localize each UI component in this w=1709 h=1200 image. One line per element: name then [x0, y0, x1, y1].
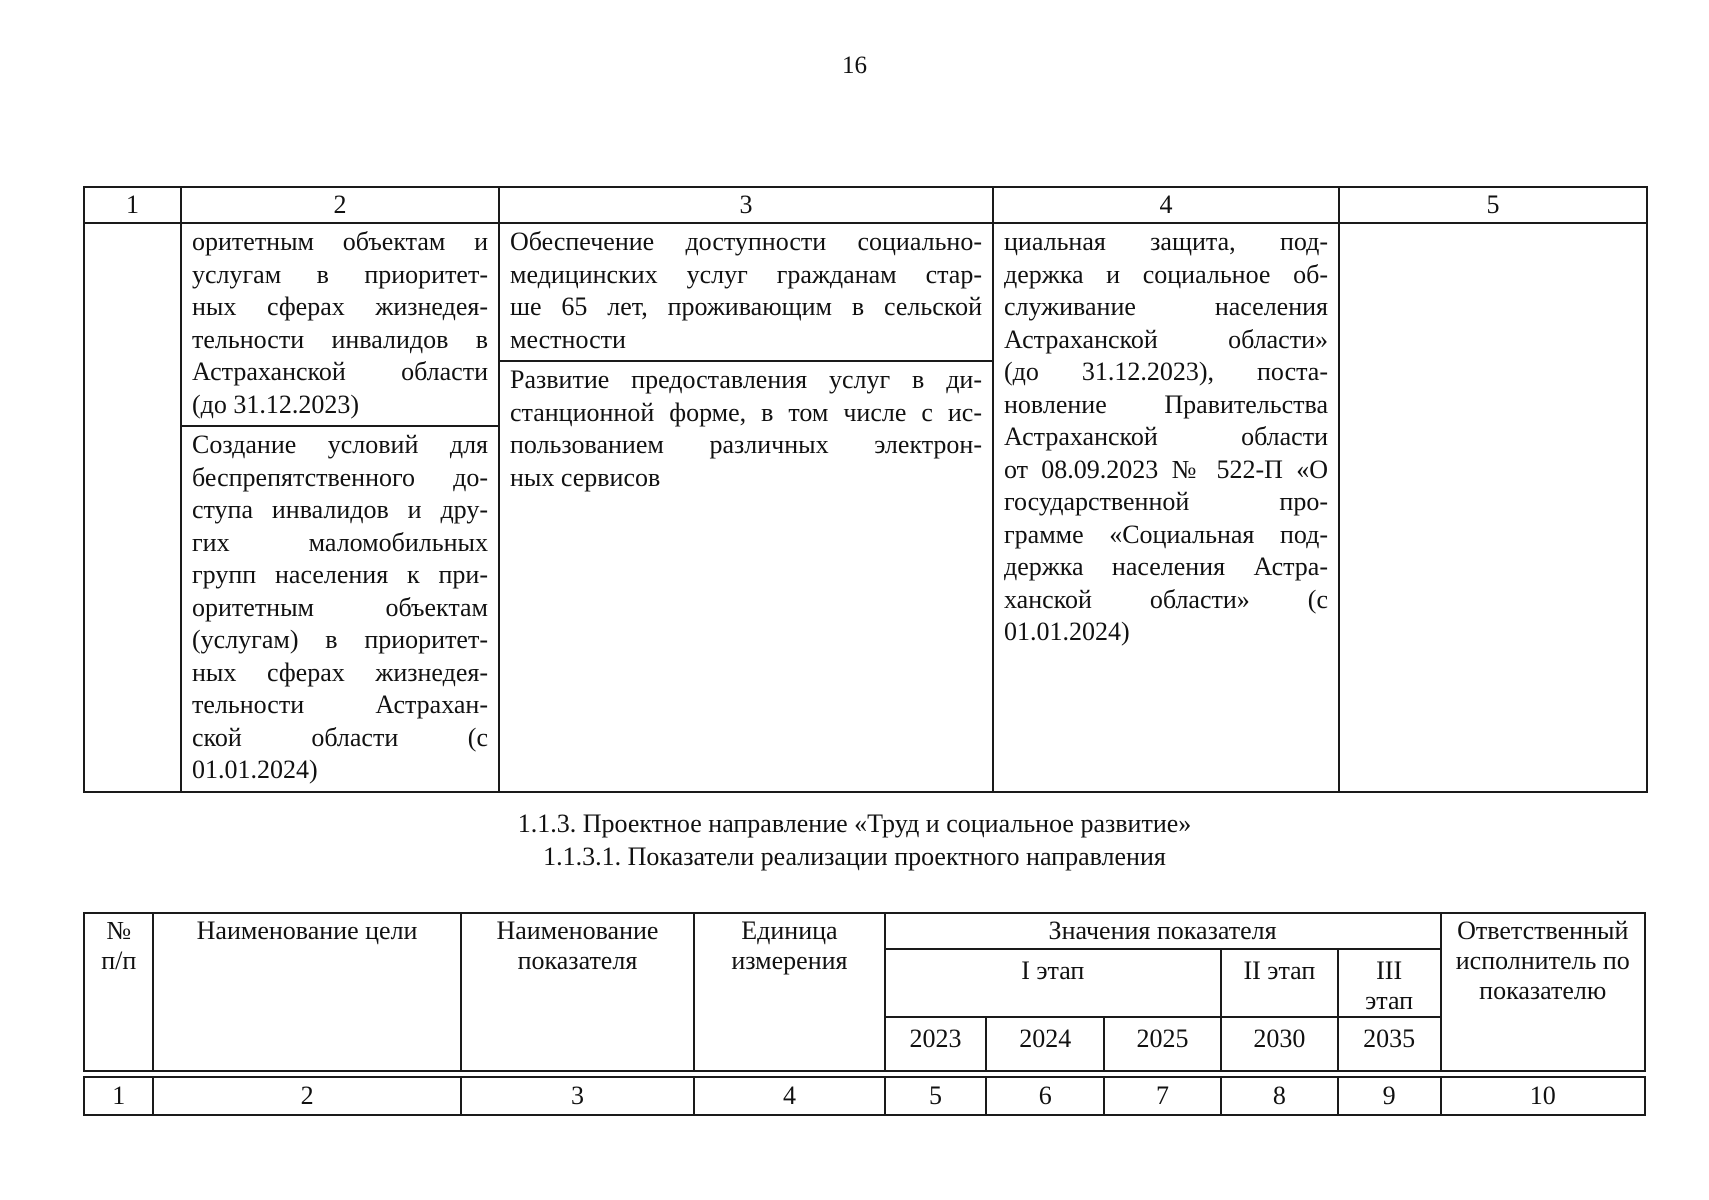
col-number: 7 [1104, 1077, 1221, 1115]
text-line: (до 31.12.2023) [192, 389, 360, 419]
col-header-4: 4 [993, 187, 1339, 223]
col-header-1: 1 [84, 187, 181, 223]
text-line: (услугам) в приоритет- [192, 625, 488, 654]
text-line: Астраханской области [1004, 422, 1328, 451]
column-number-row [84, 1077, 1645, 1115]
col-responsible-header [1441, 913, 1646, 1071]
stage-3-label: III этап [1365, 956, 1414, 1015]
col-number: 6 [986, 1077, 1104, 1115]
text-line: ханской области» (с [1004, 584, 1328, 614]
text-line: п/п [101, 946, 137, 975]
col3-bottom-text [500, 362, 992, 498]
year-2035: 2035 [1338, 1017, 1441, 1071]
header-row [84, 187, 1647, 223]
text-line: ше 65 лет, проживающим в сельской [510, 292, 982, 321]
text-line: 01.01.2024) [192, 755, 318, 784]
col-number: 1 [84, 1077, 153, 1115]
col-indicator-header [461, 913, 695, 1071]
text-line: (до 31.12.2023), поста- [1004, 357, 1328, 386]
text-line: ской области (с [192, 722, 488, 752]
text-line: ных сервисов [510, 462, 661, 492]
text-line: ступа инвалидов и дру- [192, 495, 488, 524]
col-number: 8 [1221, 1077, 1338, 1115]
col-indicator-label: Наименование показателя [496, 916, 659, 975]
text-line: ных сферах жизнедея- [192, 292, 488, 321]
text-line: грамме «Социальная под- [1004, 519, 1328, 549]
year-2025: 2025 [1104, 1017, 1221, 1071]
text-line: Астраханской области [192, 357, 488, 386]
indicators-table [83, 912, 1646, 1116]
continuation-table [83, 186, 1648, 793]
col-header-5: 5 [1339, 187, 1647, 223]
text-line: станционной форме, в том числе с ис- [510, 397, 982, 427]
col-num-header [84, 913, 153, 1071]
text-line: тельности инвалидов в [192, 324, 488, 354]
text-line: государственной про- [1004, 487, 1328, 516]
text-line: тельности Астрахан- [192, 690, 488, 719]
section-title: 1.1.3. Проектное направление «Труд и социальное развитие» [517, 809, 1192, 838]
col-number: 10 [1441, 1077, 1646, 1115]
section-subtitle: 1.1.3.1. Показатели реализации проектного направления [543, 842, 1166, 871]
col2-bottom-text [182, 427, 498, 791]
col-goal-header: Наименование цели [153, 913, 460, 1071]
year-2023: 2023 [885, 1017, 987, 1071]
col-number: 5 [885, 1077, 987, 1115]
text-line: Обеспечение доступности социально- [510, 227, 982, 256]
text-line: циальная защита, под- [1004, 227, 1328, 256]
cell-col4 [993, 223, 1339, 792]
text-line: № [106, 916, 132, 945]
text-line: услугам в приоритет- [192, 259, 488, 289]
cell-col5 [1339, 223, 1647, 792]
stage-3-header [1338, 949, 1441, 1017]
text-line: 01.01.2024) [1004, 617, 1130, 646]
col-responsible-label: Ответственный исполнитель по показателю [1455, 916, 1630, 1005]
text-line: медицинских услуг гражданам стар- [510, 259, 982, 289]
col-header-2: 2 [181, 187, 499, 223]
stage-1-header: I этап [885, 949, 1221, 1017]
text-line: Астраханской области» [1004, 324, 1328, 354]
year-2024: 2024 [986, 1017, 1104, 1071]
text-line: оритетным объектам [192, 592, 488, 622]
stage-2-header: II этап [1221, 949, 1338, 1017]
cell-col3 [499, 223, 993, 792]
page-number: 16 [842, 52, 867, 79]
col2-top-text [182, 224, 498, 427]
col-number: 2 [153, 1077, 460, 1115]
text-line: новление Правительства [1004, 389, 1328, 419]
text-line: ных сферах жизнедея- [192, 657, 488, 687]
text-line: от 08.09.2023 № 522-П «О [1004, 454, 1328, 484]
col3-top-text [500, 224, 992, 362]
text-line: местности [510, 324, 626, 354]
col4-text [994, 224, 1338, 653]
cell-col1 [84, 223, 181, 792]
col-header-3: 3 [499, 187, 993, 223]
text-line: служивание населения [1004, 292, 1328, 321]
text-line: групп населения к при- [192, 560, 488, 589]
year-2030: 2030 [1221, 1017, 1338, 1071]
col-number: 4 [694, 1077, 884, 1115]
text-line: гих маломобильных [192, 527, 488, 557]
col-values-header: Значения показателя [885, 913, 1441, 949]
text-line: Создание условий для [192, 430, 488, 459]
table-row [84, 223, 1647, 792]
text-line: беспрепятственного до- [192, 462, 488, 492]
col-number: 3 [461, 1077, 695, 1115]
text-line: пользованием различных электрон- [510, 430, 982, 459]
cell-col2 [181, 223, 499, 792]
text-line: держка и социальное об- [1004, 259, 1328, 289]
col-unit-label: Единица измерения [731, 916, 848, 975]
text-line: держка населения Астра- [1004, 552, 1328, 581]
text-line: Развитие предоставления услуг в ди- [510, 365, 982, 394]
col-unit-header [694, 913, 884, 1071]
col-number: 9 [1338, 1077, 1441, 1115]
text-line: оритетным объектам и [192, 227, 488, 256]
